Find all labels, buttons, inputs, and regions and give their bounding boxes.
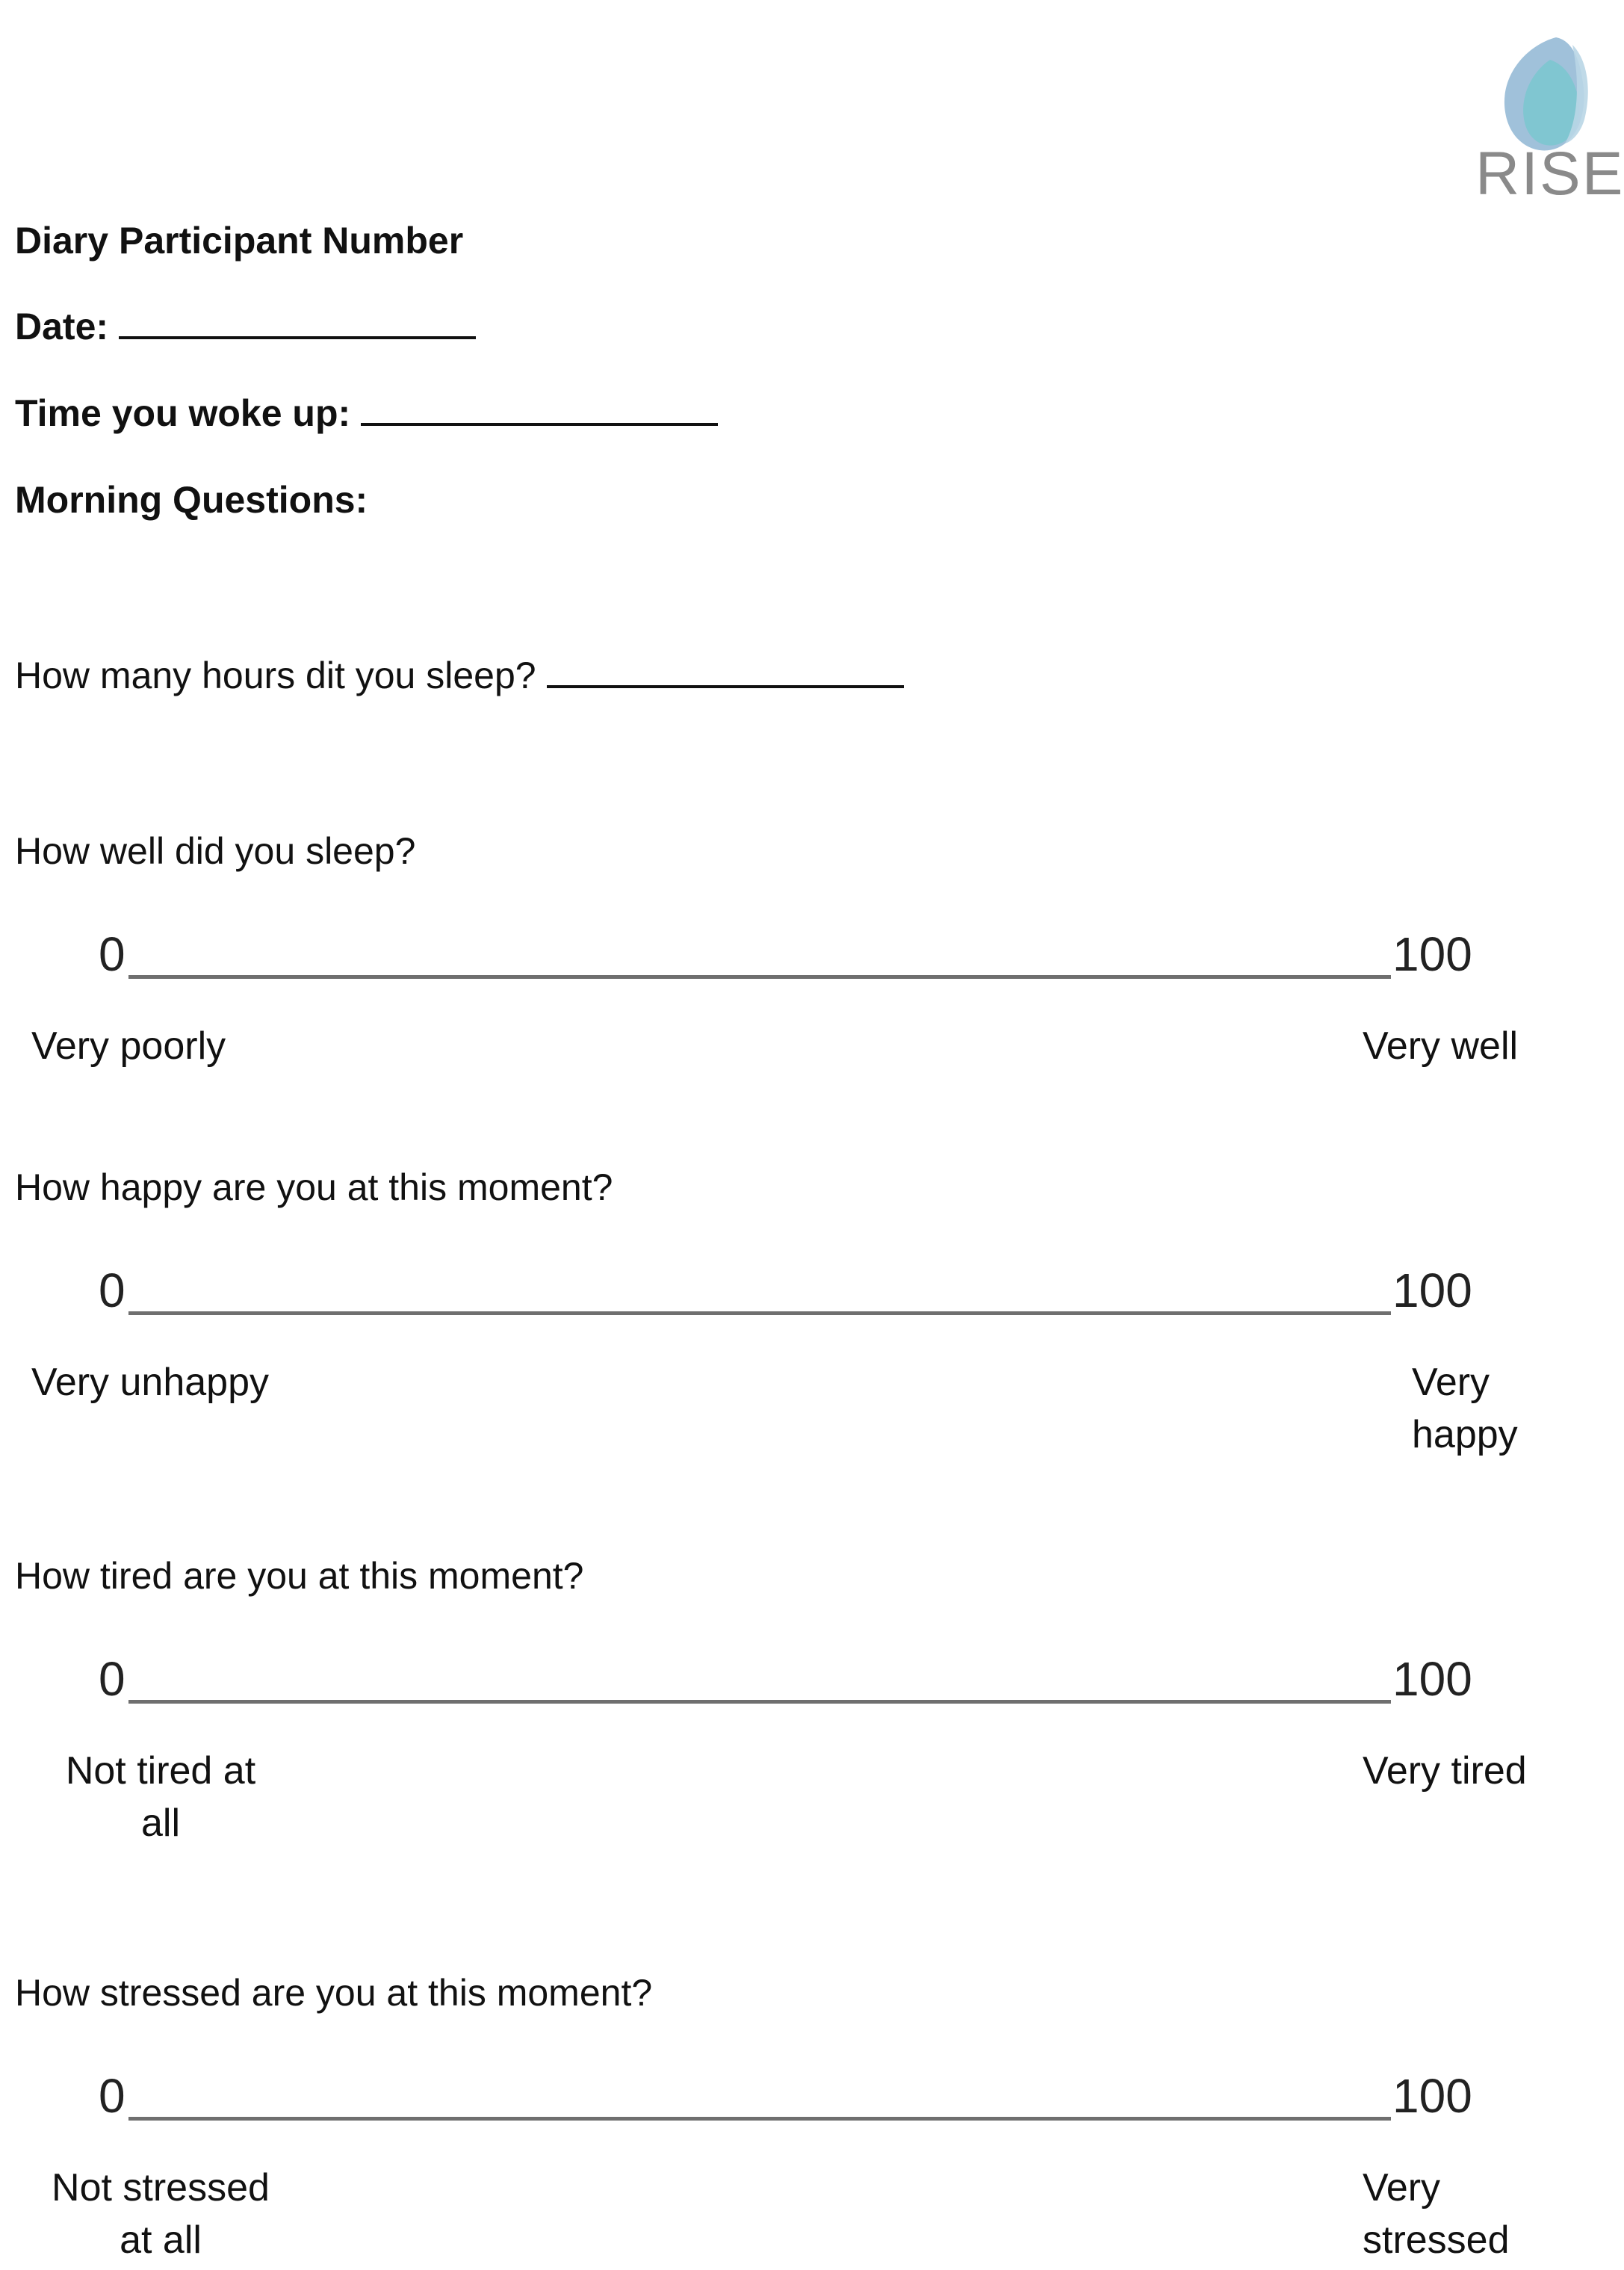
date-label: Date: xyxy=(15,306,109,347)
hours-slept-blank-line[interactable] xyxy=(547,685,904,688)
tiredness-scale-line[interactable] xyxy=(128,1700,1391,1704)
happiness-scale-line[interactable] xyxy=(128,1311,1391,1315)
happiness-question: How happy are you at this moment? xyxy=(15,1166,613,1208)
stress-low-anchor xyxy=(37,2162,284,2266)
sleep-quality-high-anchor: Very well xyxy=(1363,1024,1519,1068)
happiness-max: 100 xyxy=(1392,1264,1472,1317)
stress-high-anchor xyxy=(1363,2162,1510,2266)
stress-min: 0 xyxy=(99,2069,125,2123)
sleep-quality-scale-line[interactable] xyxy=(128,975,1391,979)
tiredness-question: How tired are you at this moment? xyxy=(15,1555,584,1597)
stress-low-anchor-line: Not stressed xyxy=(52,2166,270,2209)
happiness-low-anchor: Very unhappy xyxy=(31,1361,270,1404)
happiness-min: 0 xyxy=(99,1264,125,1317)
stress-high-anchor-line: Very xyxy=(1363,2166,1441,2209)
rise-logo-text: RISE xyxy=(1475,140,1624,208)
stress-high-anchor-line: stressed xyxy=(1363,2218,1510,2262)
stress-question: How stressed are you at this moment? xyxy=(15,1972,653,2014)
tiredness-max: 100 xyxy=(1392,1652,1472,1706)
wake-time-field[interactable] xyxy=(15,392,718,435)
hours-slept-field[interactable] xyxy=(15,654,904,697)
stress-low-anchor-line: at all xyxy=(120,2218,202,2262)
wake-time-label: Time you woke up: xyxy=(15,392,351,434)
happiness-high-anchor-line: Very xyxy=(1412,1361,1490,1404)
tiredness-min: 0 xyxy=(99,1652,125,1706)
hours-slept-question: How many hours dit you sleep? xyxy=(15,655,536,696)
tiredness-low-anchor-line: Not tired at xyxy=(65,1749,256,1793)
tiredness-low-anchor xyxy=(52,1745,269,1849)
sleep-quality-low-anchor: Very poorly xyxy=(31,1024,226,1068)
wake-time-blank-line[interactable] xyxy=(361,423,718,426)
date-blank-line[interactable] xyxy=(119,336,476,339)
happiness-high-anchor-line: happy xyxy=(1412,1413,1518,1456)
happiness-high-anchor xyxy=(1412,1356,1518,1461)
sleep-quality-max: 100 xyxy=(1392,927,1472,981)
tiredness-high-anchor: Very tired xyxy=(1363,1749,1527,1793)
participant-number-label: Diary Participant Number xyxy=(15,220,464,262)
sleep-quality-question: How well did you sleep? xyxy=(15,830,416,872)
date-field[interactable] xyxy=(15,305,476,348)
stress-scale-line[interactable] xyxy=(128,2117,1391,2121)
tiredness-low-anchor-line: all xyxy=(140,1802,181,1845)
stress-max: 100 xyxy=(1392,2069,1472,2123)
morning-questions-heading: Morning Questions: xyxy=(15,479,368,521)
sleep-quality-min: 0 xyxy=(99,927,125,981)
